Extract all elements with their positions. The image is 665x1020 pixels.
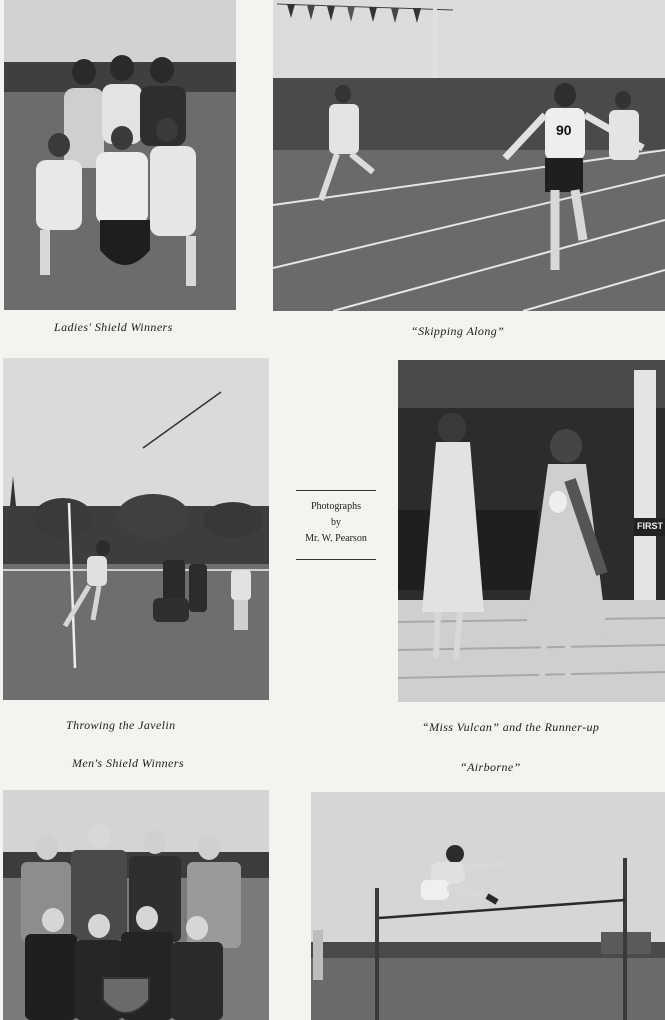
runner-bib-number: 90 xyxy=(556,122,572,138)
photo-airborne xyxy=(311,792,665,1020)
photo-credit-line1: Photographs xyxy=(311,501,361,512)
photo-miss-vulcan xyxy=(398,360,665,702)
caption-miss-vulcan-and-runner-up: “Miss Vulcan” and the Runner-up xyxy=(422,720,600,734)
caption-airborne: “Airborne” xyxy=(460,760,521,774)
photo-skipping-along xyxy=(273,0,665,311)
caption-ladies-shield-winners: Ladies' Shield Winners xyxy=(54,320,173,334)
photo-credit-line3: Mr. W. Pearson xyxy=(305,533,367,544)
caption-mens-shield-winners: Men's Shield Winners xyxy=(72,756,184,770)
photo-throwing-the-javelin xyxy=(3,358,269,700)
caption-throwing-the-javelin: Throwing the Javelin xyxy=(66,718,176,732)
photo-ladies-shield-winners xyxy=(4,0,236,310)
photo-credit-line2: by xyxy=(331,517,341,528)
caption-skipping-along: “Skipping Along” xyxy=(411,324,505,338)
sign-first: FIRST xyxy=(637,521,663,531)
photo-mens-shield-winners xyxy=(3,790,269,1020)
photo-credit xyxy=(296,490,376,560)
